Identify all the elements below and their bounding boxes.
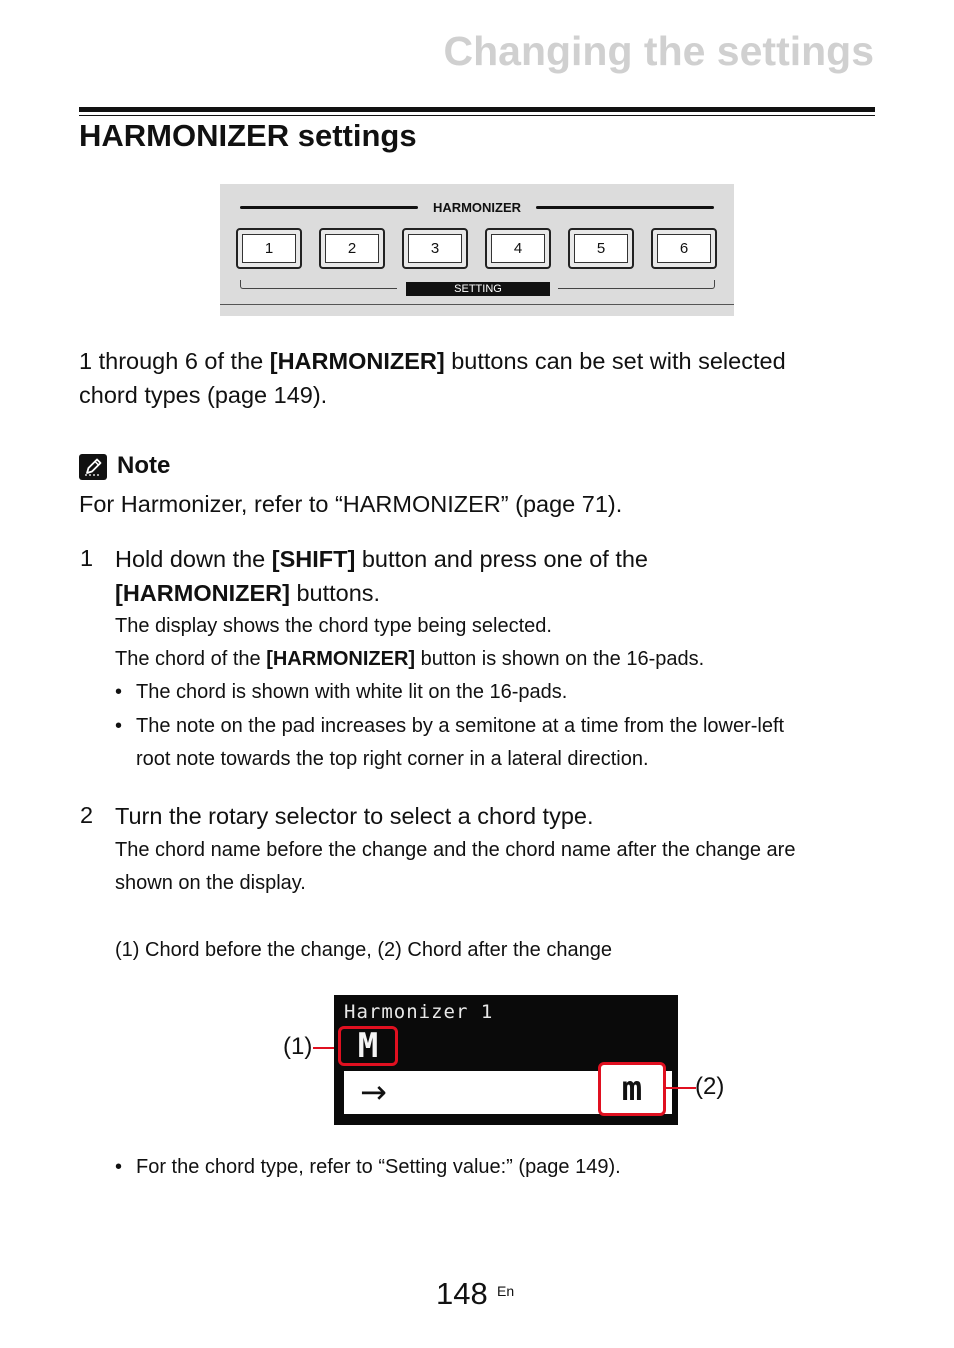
step2-caption: (1) Chord before the change, (2) Chord after the change [115,939,612,961]
step1-text-bold2: [HARMONIZER] [115,580,290,606]
step1-bullet2-line2: root note towards the top right corner in a lateral direction. [136,748,649,770]
step1-desc2-post: button is shown on the 16-pads. [415,648,705,670]
step1-desc1: The display shows the chord type being selected. [115,615,552,637]
display-title: Harmonizer 1 [344,1001,494,1023]
panel-line-left [240,206,418,209]
step2-title: Turn the rotary selector to select a chord type. [115,803,594,829]
intro-text-bold: [HARMONIZER] [269,348,445,374]
step1-text-post: buttons. [289,580,381,606]
chord-after: m [598,1062,666,1116]
step1-text-pre: Hold down the [115,546,272,572]
harmonizer-button-1: 1 [236,228,302,269]
step1-text-bold1: [SHIFT] [271,546,356,572]
step1-bullet2-line1: The note on the pad increases by a semitone at a time from the lower-left [136,715,785,737]
harmonizer-button-2: 2 [319,228,385,269]
header-rule-thin [79,115,875,116]
intro-text-post: buttons can be set with selected [444,348,786,374]
harmonizer-button-4: 4 [485,228,551,269]
setting-bracket-left [240,280,397,289]
intro-text-line2: chord types (page 149). [79,382,328,408]
note-heading: Note [117,452,171,479]
chord-display [334,995,678,1125]
bullet-dot: • [115,1156,123,1178]
step2-desc-line2: shown on the display. [115,872,306,894]
page-language: En [497,1283,515,1299]
step1-desc2-bold: [HARMONIZER] [266,648,416,670]
step1-text-mid: button and press one of the [355,546,648,572]
panel-line-right [536,206,714,209]
setting-label: SETTING [406,282,550,296]
arrow-right-icon: → [360,1073,387,1111]
step2-number: 2 [80,802,94,828]
step1-bullet1: The chord is shown with white lit on the 16-pads. [136,681,568,703]
step1-desc2-pre: The chord of the [115,648,267,670]
page-number: 148 [436,1276,488,1311]
harmonizer-button-6: 6 [651,228,717,269]
harmonizer-button-5: 5 [568,228,634,269]
callout-label-1: (1) [283,1033,313,1060]
callout-label-2: (2) [695,1073,725,1100]
callout-line-2 [666,1087,696,1089]
final-bullet: For the chord type, refer to “Setting value:” (page 149). [136,1156,621,1178]
step1-title [115,542,875,610]
header-title: Changing the settings [443,28,874,74]
harmonizer-panel-illustration [220,184,734,316]
note-pencil-icon [79,454,107,480]
bullet-dot: • [115,681,123,703]
step1-number: 1 [80,545,94,571]
intro-paragraph [79,344,879,412]
section-title: HARMONIZER settings [79,118,417,153]
setting-bracket-right [558,280,715,289]
panel-label: HARMONIZER [432,200,522,215]
harmonizer-button-3: 3 [402,228,468,269]
header-rule-thick [79,107,875,112]
bullet-dot: • [115,715,123,737]
step1-desc2 [115,648,704,671]
note-text: For Harmonizer, refer to “HARMONIZER” (page 71). [79,491,623,517]
step2-desc-line1: The chord name before the change and the chord name after the change are [115,839,796,861]
chord-before: M [338,1026,398,1066]
intro-text-pre: 1 through 6 of the [79,348,270,374]
panel-bottom-line [220,304,734,305]
